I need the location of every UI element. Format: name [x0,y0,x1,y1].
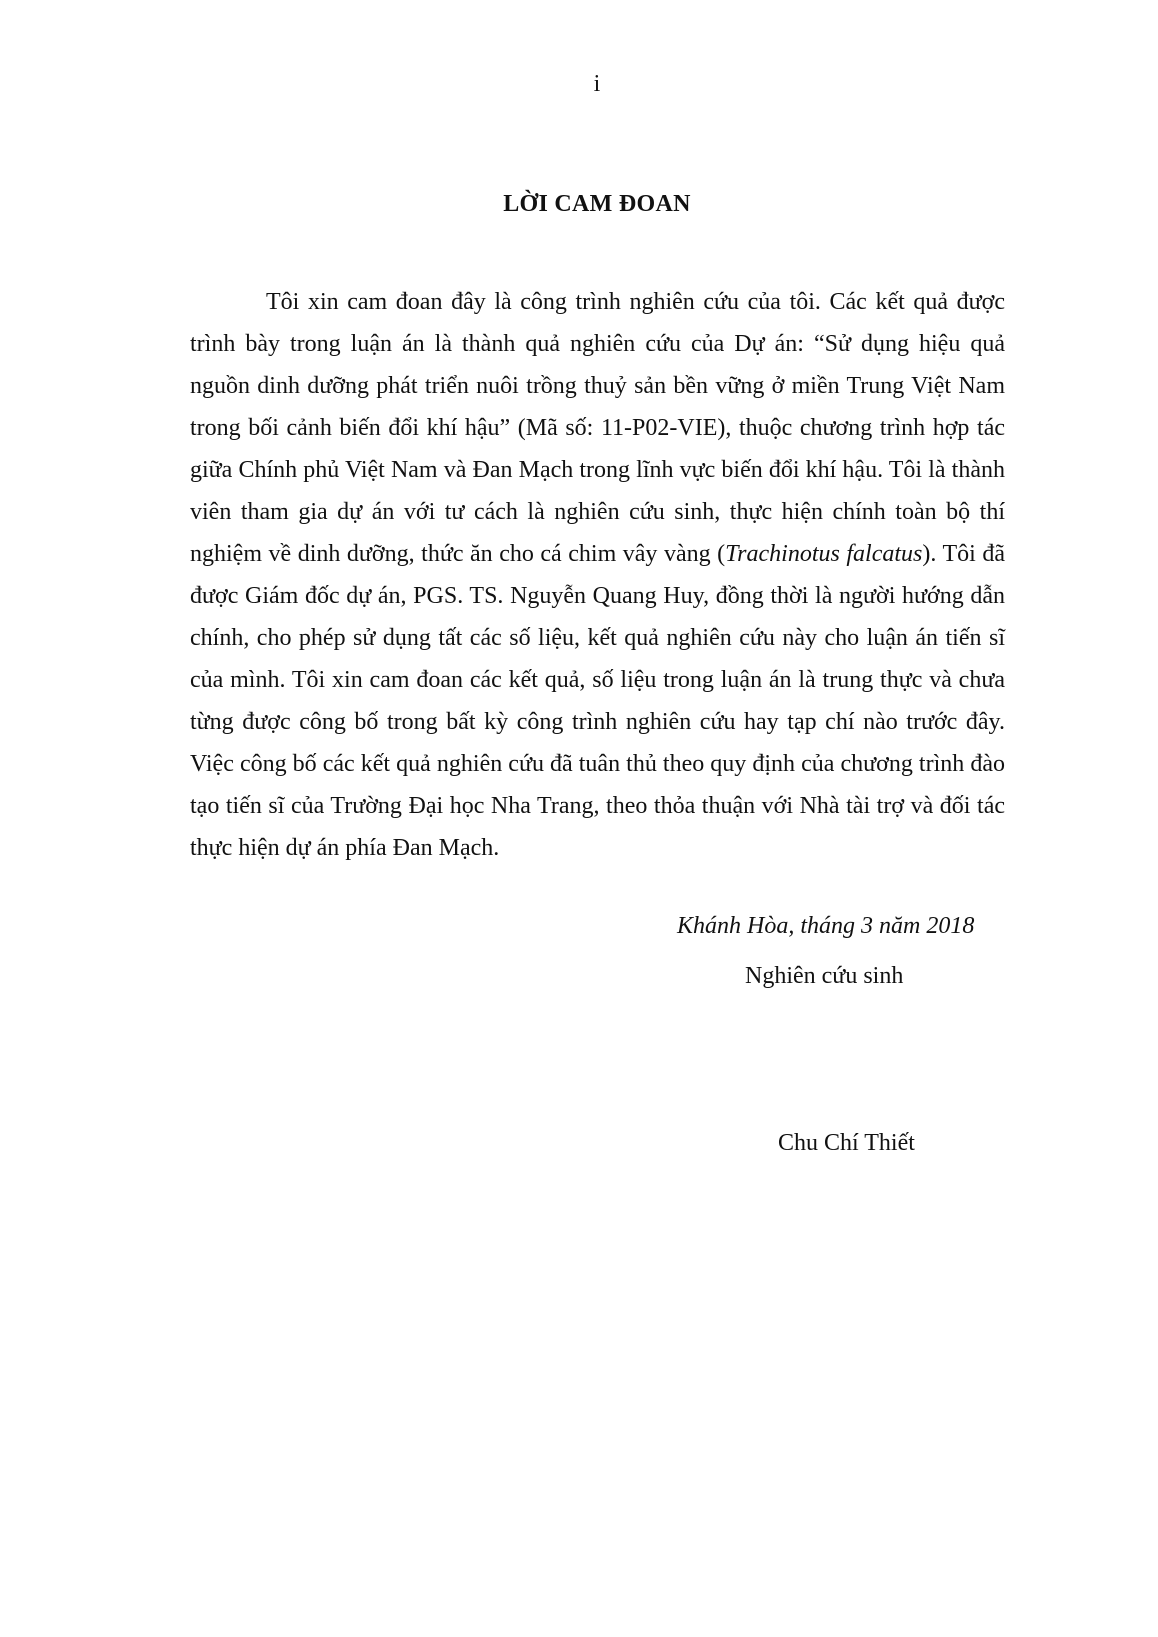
signer-name: Chu Chí Thiết [778,1130,915,1156]
page-title: LỜI CAM ĐOAN [503,191,691,217]
signer-role: Nghiên cứu sinh [745,963,904,989]
paragraph-text-end: ). Tôi đã được Giám đốc dự án, PGS. TS. Nguyễn Quang Huy, đồng thời là người hướng dẫn chính, cho phép sử dụng tất các số liệu, kết quả nghiên cứu này cho luận án tiến sĩ của mình. Tôi xin cam đoan các kết quả, số liệu trong luận án là trung thực và chưa từng được công bố trong bất kỳ công trình nghiên cứu hay tạp chí nào trước đây. Việc công bố các kết quả nghiên cứu đã tuân thủ theo quy định của chương trình đào tạo tiến sĩ của Trường Đại học Nha Trang, theo thỏa thuận với Nhà tài trợ và đối tác thực hiện dự án phía Đan Mạch. [190,541,1006,861]
species-name: Trachinotus falcatus [725,541,923,567]
paragraph-text-start: Tôi xin cam đoan đây là công trình nghiên cứu của tôi. Các kết quả được trình bày trong luận án là thành quả nghiên cứu của Dự án: “Sử dụng hiệu quả nguồn dinh dưỡng phát triển nuôi trồng thuỷ sản bền vững ở miền Trung Việt Nam trong bối cảnh biến đổi khí hậu” (Mã số: 11-P02-VIE), thuộc chương trình hợp tác giữa Chính phủ Việt Nam và Đan Mạch trong lĩnh vực biến đổi khí hậu. Tôi là thành viên tham gia dự án với tư cách là nghiên cứu sinh, thực hiện chính toàn bộ thí nghiệm về dinh dưỡng, thức ăn cho cá chim vây vàng ( [190,289,1005,567]
declaration-paragraph [190,281,1005,869]
page-number: i [593,71,601,97]
place-date: Khánh Hòa, tháng 3 năm 2018 [677,913,975,939]
